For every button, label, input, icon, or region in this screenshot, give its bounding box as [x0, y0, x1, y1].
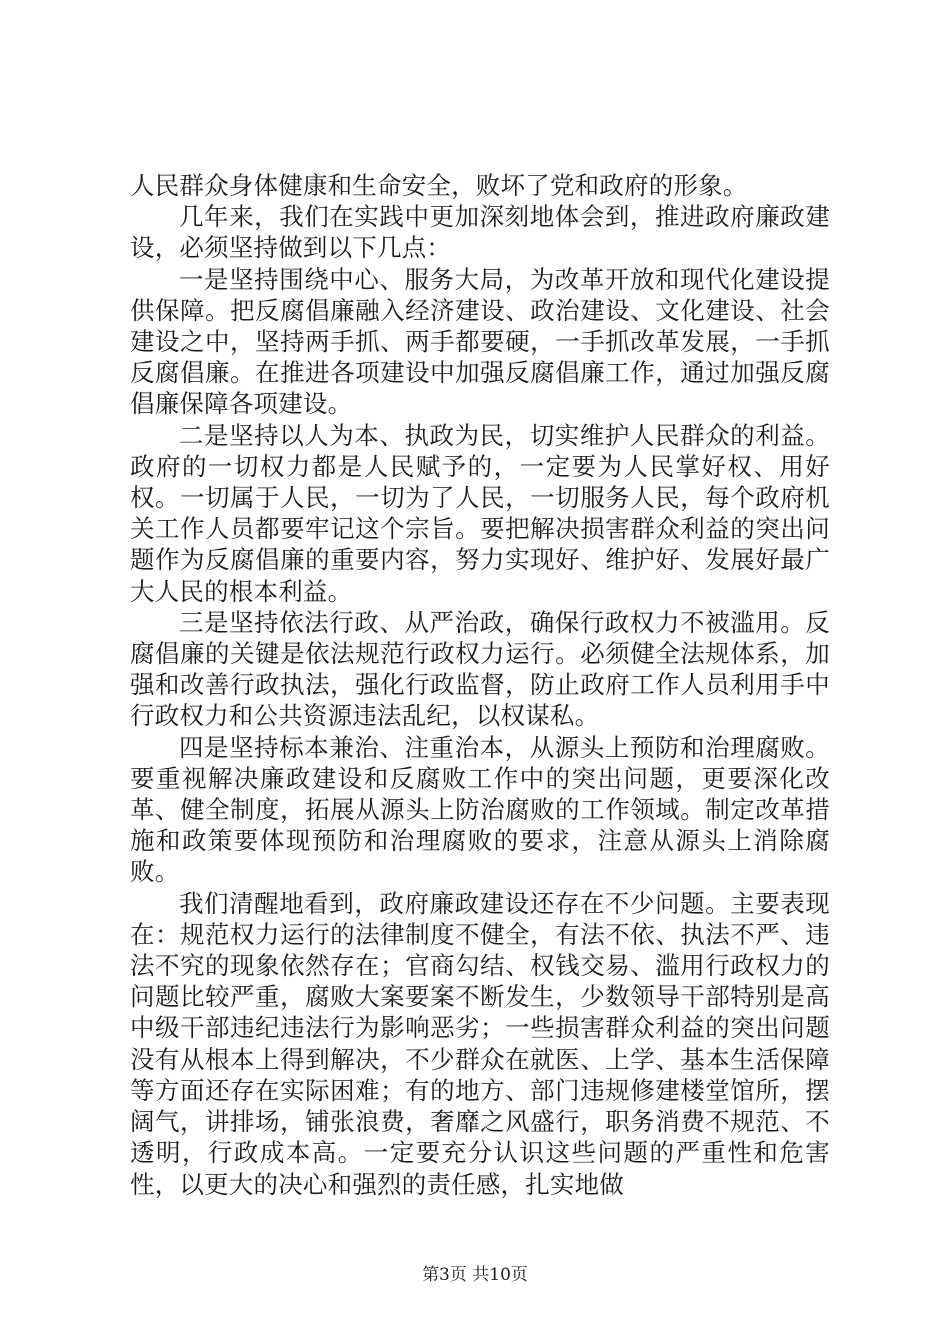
paragraph: 四是坚持标本兼治、注重治本，从源头上预防和治理腐败。要重视解决廉政建设和反腐败工作中的突出问题，更要深化改革、健全制度，拓展从源头上防治腐败的工作领域。制定改革措施和政策要体现预防和治理腐败的要求，注意从源头上消除腐败。: [130, 732, 830, 887]
document-body: [130, 170, 830, 1200]
paragraph: 我们清醒地看到，政府廉政建设还存在不少问题。主要表现在：规范权力运行的法律制度不健全，有法不依、执法不严、违法不究的现象依然存在；官商勾结、权钱交易、滥用行政权力的问题比较严重，腐败大案要案不断发生，少数领导干部特别是高中级干部违纪违法行为影响恶劣；一些损害群众利益的突出问题没有从根本上得到解决，不少群众在就医、上学、基本生活保障等方面还存在实际困难；有的地方、部门违规修建楼堂馆所，摆阔气，讲排场，铺张浪费，奢靡之风盛行，职务消费不规范、不透明，行政成本高。一定要充分认识这些问题的严重性和危害性，以更大的决心和强烈的责任感，扎实地做: [130, 888, 830, 1199]
paragraph: 一是坚持围绕中心、服务大局，为改革开放和现代化建设提供保障。把反腐倡廉融入经济建设、政治建设、文化建设、社会建设之中，坚持两手抓、两手都要硬，一手抓改革发展，一手抓反腐倡廉。在推进各项建设中加强反腐倡廉工作，通过加强反腐倡廉保障各项建设。: [130, 264, 830, 419]
page-number-footer: 第3页 共10页: [422, 1265, 528, 1285]
paragraph: 二是坚持以人为本、执政为民，切实维护人民群众的利益。政府的一切权力都是人民赋予的，一定要为人民掌好权、用好权。一切属于人民，一切为了人民，一切服务人民，每个政府机关工作人员都要牢记这个宗旨。要把解决损害群众利益的突出问题作为反腐倡廉的重要内容，努力实现好、维护好、发展好最广大人民的根本利益。: [130, 420, 830, 606]
paragraph: 几年来，我们在实践中更加深刻地体会到，推进政府廉政建设，必须坚持做到以下几点：: [130, 202, 830, 263]
paragraph: 三是坚持依法行政、从严治政，确保行政权力不被滥用。反腐倡廉的关键是依法规范行政权力运行。必须健全法规体系，加强和改善行政执法，强化行政监督，防止政府工作人员利用手中行政权力和公共资源违法乱纪，以权谋私。: [130, 607, 830, 731]
paragraph: 人民群众身体健康和生命安全，败坏了党和政府的形象。: [130, 171, 748, 200]
